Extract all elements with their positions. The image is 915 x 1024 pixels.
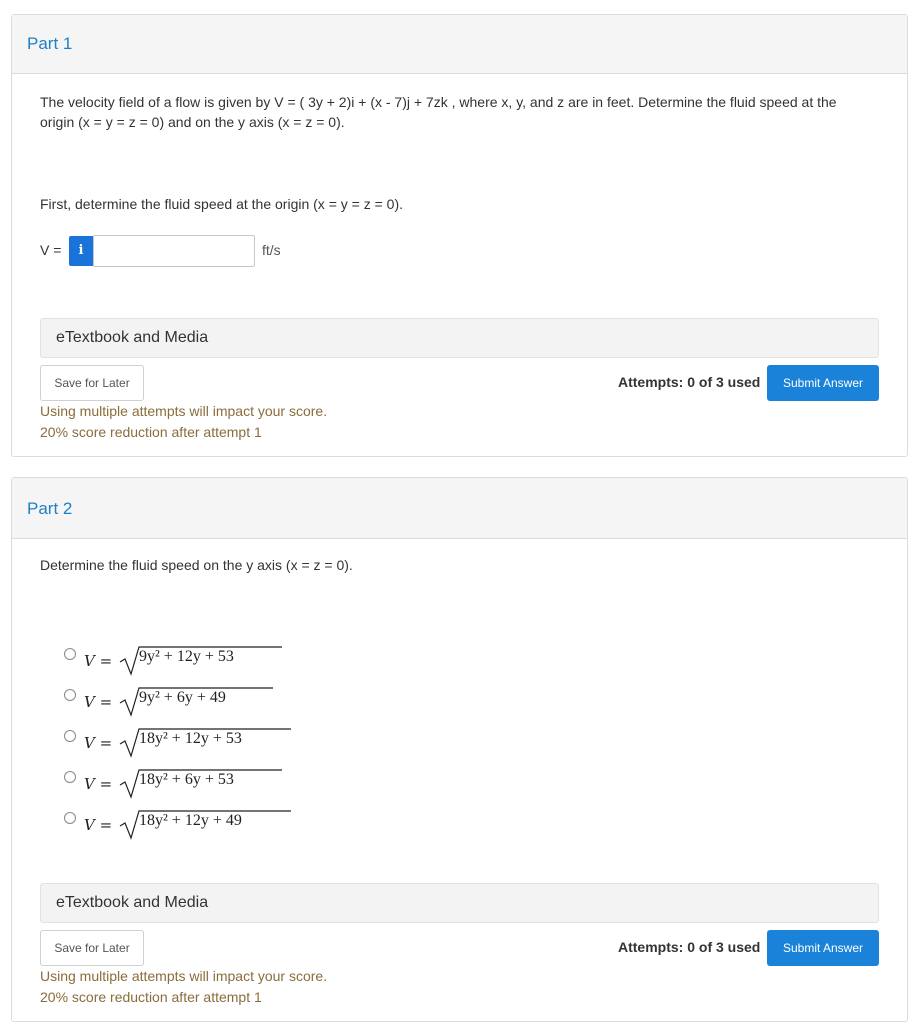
- submit-answer-button[interactable]: Submit Answer: [767, 930, 879, 966]
- answer-label: V =: [40, 242, 62, 258]
- part1-card: [11, 14, 908, 457]
- option-radio[interactable]: [64, 689, 76, 701]
- info-icon[interactable]: i: [69, 236, 93, 266]
- option-radio[interactable]: [64, 648, 76, 660]
- attempts-warning: Using multiple attempts will impact your score.: [40, 968, 328, 984]
- etextbook-media-bar[interactable]: [40, 883, 879, 923]
- etextbook-media-label: eTextbook and Media: [56, 329, 209, 346]
- part2-card: Part 2 Determine the fluid speed on the y axis (x = z = 0). V = 9y² + 12y + 53 V = 9y² + 6y + 49 V = 18y² + 12y + 53 V = 18y² + 6y + 53 V = 18y² + 12y + 49 eTextbook and Media Save for Later Attempts: 0 of 3 used Submit Answer Using multiple attempts will impact your score. 20% score reduction after attempt 1: [11, 477, 908, 1022]
- score-reduction-note: 20% score reduction after attempt 1: [40, 989, 262, 1005]
- part1-header: [12, 15, 907, 74]
- attempts-warning: Using multiple attempts will impact your score.: [40, 403, 328, 419]
- submit-answer-button[interactable]: Submit Answer: [767, 365, 879, 401]
- attempts-counter: Attempts: 0 of 3 used: [618, 939, 761, 955]
- option-radio[interactable]: [64, 771, 76, 783]
- speed-answer-input[interactable]: [93, 235, 255, 267]
- unit-label: ft/s: [262, 242, 281, 258]
- part1-problem-line1: The velocity field of a flow is given by V = ( 3y + 2)i + (x - 7)j + 7zk , where x, y, and z are in feet. Determine the fluid speed at the: [40, 94, 837, 110]
- attempts-counter: Attempts: 0 of 3 used: [618, 374, 761, 390]
- etextbook-media-bar[interactable]: [40, 318, 879, 358]
- save-for-later-button[interactable]: Save for Later: [40, 930, 144, 966]
- part1-title: Part 1: [27, 34, 73, 53]
- score-reduction-note: 20% score reduction after attempt 1: [40, 424, 262, 440]
- part2-question: Determine the fluid speed on the y axis (x = z = 0).: [40, 557, 353, 573]
- option-radio[interactable]: [64, 730, 76, 742]
- part1-question: First, determine the fluid speed at the origin (x = y = z = 0).: [40, 196, 404, 212]
- part1-problem-line2: origin (x = y = z = 0) and on the y axis (x = z = 0).: [40, 114, 345, 130]
- etextbook-media-label: eTextbook and Media: [56, 894, 209, 911]
- save-for-later-button[interactable]: Save for Later: [40, 365, 144, 401]
- part2-header: [12, 478, 907, 539]
- part2-title: Part 2: [27, 499, 73, 518]
- option-radio[interactable]: [64, 812, 76, 824]
